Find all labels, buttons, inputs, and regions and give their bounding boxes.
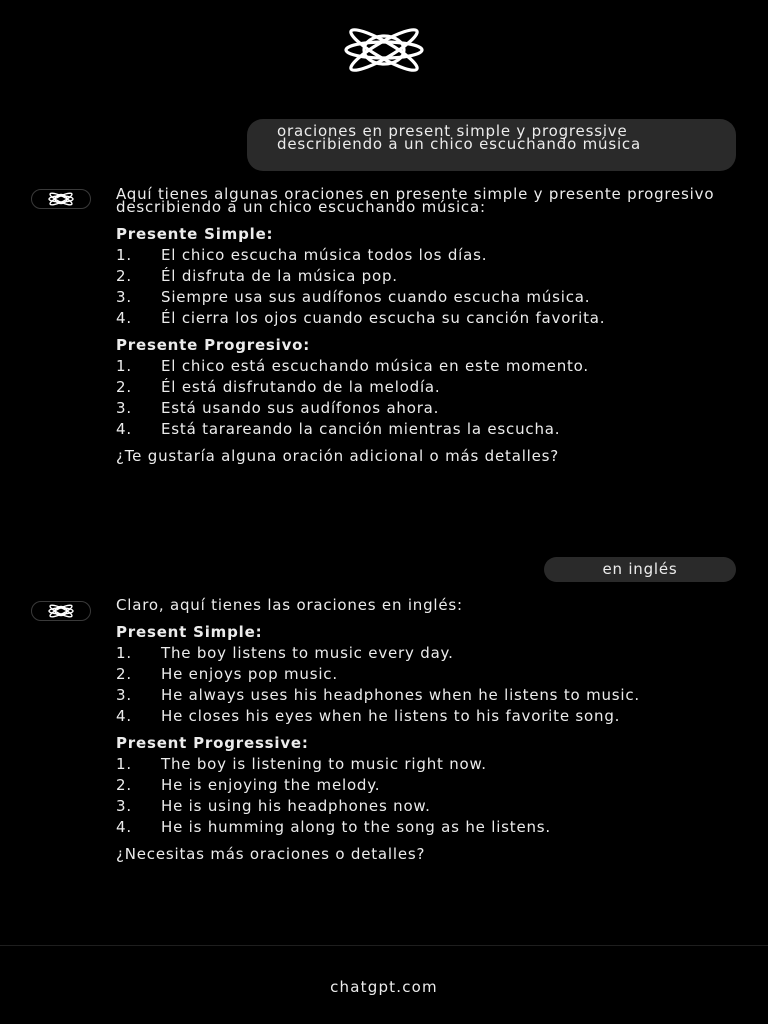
- list-item: [116, 755, 736, 773]
- footer-divider: [0, 945, 768, 946]
- list-item-text: The boy is listening to music right now.: [161, 755, 487, 773]
- assistant-message: [116, 596, 736, 863]
- footer-domain[interactable]: chatgpt.com: [330, 978, 438, 996]
- list-number: 3.: [116, 686, 132, 704]
- list-item: [116, 644, 736, 662]
- list-number: 2.: [116, 267, 132, 285]
- openai-logo-icon: [44, 192, 78, 206]
- list-item-text: He closes his eyes when he listens to his favorite song.: [161, 707, 621, 725]
- assistant-avatar: [31, 601, 91, 621]
- message-outro: ¿Necesitas más oraciones o detalles?: [116, 845, 426, 863]
- list-number: 3.: [116, 288, 132, 306]
- list-item-text: He enjoys pop music.: [161, 665, 338, 683]
- list-item: [116, 776, 736, 794]
- user-message-bubble: [247, 119, 736, 171]
- list-number: 1.: [116, 246, 132, 264]
- list-item: [116, 707, 736, 725]
- list-number: 1.: [116, 357, 132, 375]
- openai-logo-icon: [44, 604, 78, 618]
- list-item: [116, 797, 736, 815]
- list-number: 1.: [116, 755, 132, 773]
- list-item: [116, 665, 736, 683]
- list-item-text: Él está disfrutando de la melodía.: [161, 378, 441, 396]
- list-item-text: El chico está escuchando música en este momento.: [161, 357, 589, 375]
- list-number: 2.: [116, 665, 132, 683]
- list-item-text: Está usando sus audífonos ahora.: [161, 399, 440, 417]
- numbered-list: [116, 755, 736, 836]
- list-item-text: Él cierra los ojos cuando escucha su canción favorita.: [161, 309, 606, 327]
- section-heading: Presente Simple:: [116, 225, 274, 243]
- list-item: [116, 357, 736, 375]
- list-number: 2.: [116, 776, 132, 794]
- list-item: [116, 309, 736, 327]
- list-item-text: Siempre usa sus audífonos cuando escucha música.: [161, 288, 591, 306]
- numbered-list: [116, 246, 736, 327]
- list-item-text: The boy listens to music every day.: [161, 644, 454, 662]
- section-heading: Presente Progresivo:: [116, 336, 311, 354]
- openai-logo-icon: [330, 28, 438, 72]
- assistant-avatar: [31, 189, 91, 209]
- list-item: [116, 378, 736, 396]
- user-message-text: en inglés: [602, 560, 678, 578]
- list-item-text: Él disfruta de la música pop.: [161, 267, 398, 285]
- message-intro: Claro, aquí tienes las oraciones en inglés:: [116, 596, 463, 614]
- list-number: 3.: [116, 399, 132, 417]
- section-heading: Present Progressive:: [116, 734, 309, 752]
- list-item-text: El chico escucha música todos los días.: [161, 246, 488, 264]
- list-item-text: He is using his headphones now.: [161, 797, 431, 815]
- list-item: [116, 686, 736, 704]
- assistant-message: [116, 185, 736, 465]
- list-number: 4.: [116, 818, 132, 836]
- list-item-text: He is humming along to the song as he listens.: [161, 818, 551, 836]
- numbered-list: [116, 357, 736, 438]
- list-item: [116, 288, 736, 306]
- numbered-list: [116, 644, 736, 725]
- list-item: [116, 246, 736, 264]
- list-number: 2.: [116, 378, 132, 396]
- list-item: [116, 267, 736, 285]
- list-number: 4.: [116, 707, 132, 725]
- list-item: [116, 420, 736, 438]
- list-item-text: Está tarareando la canción mientras la escucha.: [161, 420, 561, 438]
- user-message-text: oraciones en present simple y progressive describiendo a un chico escuchando música: [277, 122, 641, 153]
- user-message-bubble: [544, 557, 736, 582]
- list-item-text: He is enjoying the melody.: [161, 776, 381, 794]
- list-number: 4.: [116, 420, 132, 438]
- list-number: 1.: [116, 644, 132, 662]
- message-intro: Aquí tienes algunas oraciones en presente simple y presente progresivo describiendo a un chico escuchando música:: [116, 185, 715, 216]
- list-item-text: He always uses his headphones when he listens to music.: [161, 686, 640, 704]
- message-outro: ¿Te gustaría alguna oración adicional o más detalles?: [116, 447, 560, 465]
- list-item: [116, 818, 736, 836]
- list-number: 4.: [116, 309, 132, 327]
- section-heading: Present Simple:: [116, 623, 263, 641]
- list-number: 3.: [116, 797, 132, 815]
- list-item: [116, 399, 736, 417]
